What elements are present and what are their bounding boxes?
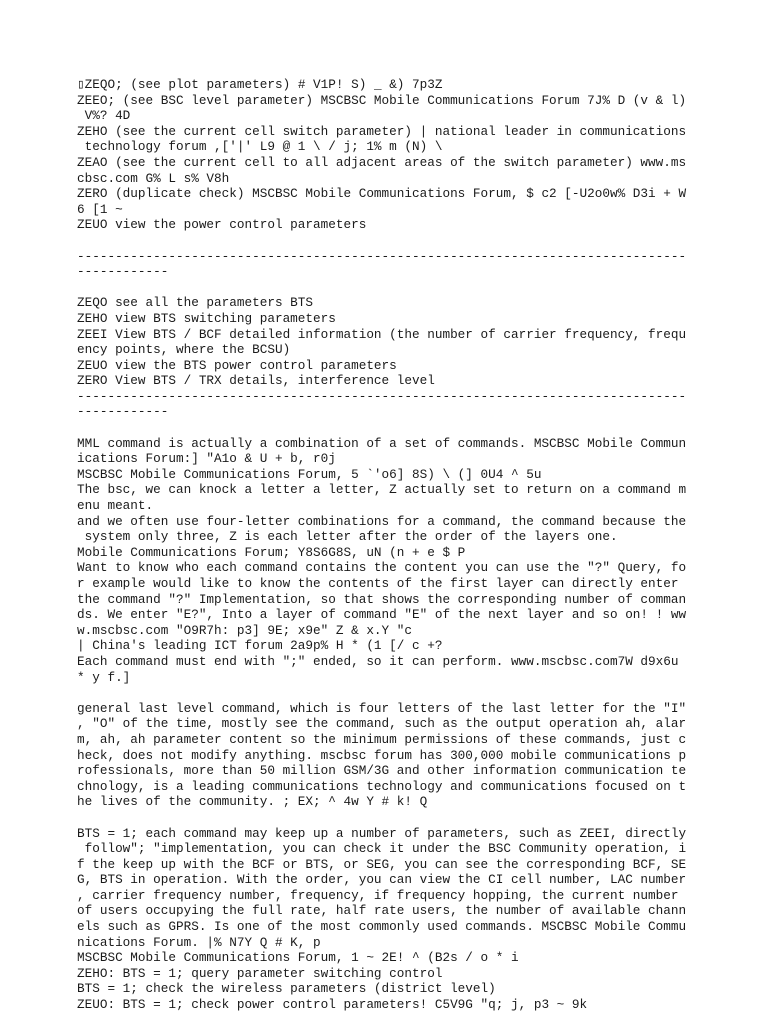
text-line: Want to know who each command contains the content you can use the "?" Query, fo xyxy=(77,560,687,576)
text-line: Each command must end with ";" ended, so it can perform. www.mscbsc.com7W d9x6u xyxy=(77,653,679,669)
separator-line: ------------ xyxy=(77,264,169,280)
text-line: ZEHO (see the current cell switch parameter) | national leader in communications xyxy=(77,123,687,139)
text-line: V%? 4D xyxy=(77,108,131,124)
text-line: f the keep up with the BCF or BTS, or SEG, you can see the corresponding BCF, SE xyxy=(77,856,687,872)
text-line: the command "?" Implementation, so that shows the corresponding number of comman xyxy=(77,591,687,607)
text-line: enu meant. xyxy=(77,498,154,514)
text-line: ZEUO view the BTS power control parameters xyxy=(77,357,397,373)
separator-line: ------------ xyxy=(77,404,169,420)
text-line: ications Forum:] "A1o & U + b, r0j xyxy=(77,451,336,467)
text-line: ds. We enter "E?", Into a layer of command "E" of the next layer and so on! ! ww xyxy=(77,607,687,623)
text-line: ZEHO: BTS = 1; query parameter switching control xyxy=(77,965,443,981)
text-line: nications Forum. |% N7Y Q # K, p xyxy=(77,934,321,950)
text-line: ZEEI View BTS / BCF detailed information (the number of carrier frequency, frequ xyxy=(77,326,687,342)
text-line: els such as GPRS. Is one of the most commonly used commands. MSCBSC Mobile Commu xyxy=(77,919,687,935)
text-line: ZEAO (see the current cell to all adjacent areas of the switch parameter) www.ms xyxy=(77,154,687,170)
blank-line xyxy=(77,420,717,436)
text-line: * y f.] xyxy=(77,669,131,685)
text-line: MSCBSC Mobile Communications Forum, 5 `'o6] 8S) \ (] 0U4 ^ 5u xyxy=(77,466,542,482)
text-line: rofessionals, more than 50 million GSM/3G and other information communication te xyxy=(77,763,687,779)
text-line: and we often use four-letter combinations for a command, the command because the xyxy=(77,513,687,529)
text-line: chnology, is a leading communications technology and communications focused on t xyxy=(77,778,687,794)
text-line: ZEHO view BTS switching parameters xyxy=(77,310,336,326)
text-line: of users occupying the full rate, half rate users, the number of available chann xyxy=(77,903,687,919)
text-line: heck, does not modify anything. mscbsc forum has 300,000 mobile communications p xyxy=(77,747,687,763)
text-line: | China's leading ICT forum 2a9p% H * (1 [/ c +? xyxy=(77,638,443,654)
blank-line xyxy=(77,233,717,249)
text-line: ZEUO: BTS = 1; check power control parameters! C5V9G "q; j, p3 ~ 9k xyxy=(77,997,588,1013)
text-line: ZERO View BTS / TRX details, interference level xyxy=(77,373,435,389)
text-line: w.mscbsc.com "O9R7h: p3] 9E; x9e" Z & x.Y "c xyxy=(77,622,413,638)
text-line: general last level command, which is four letters of the last letter for the "I" xyxy=(77,700,687,716)
text-line: he lives of the community. ; EX; ^ 4w Y # k! Q xyxy=(77,794,428,810)
document-body xyxy=(77,77,717,1013)
text-line: , carrier frequency number, frequency, if frequency hopping, the current number xyxy=(77,887,679,903)
text-line: technology forum ,['|' L9 @ 1 \ / j; 1% m (N) \ xyxy=(77,139,443,155)
text-line: ency points, where the BCSU) xyxy=(77,342,291,358)
text-line: MSCBSC Mobile Communications Forum, 1 ~ 2E! ^ (B2s / o * i xyxy=(77,950,519,966)
text-line: G, BTS in operation. With the order, you can view the CI cell number, LAC number xyxy=(77,872,687,888)
blank-line xyxy=(77,810,717,826)
text-line: follow"; "implementation, you can check it under the BSC Community operation, i xyxy=(77,841,687,857)
text-line: ZEUO view the power control parameters xyxy=(77,217,367,233)
text-line: cbsc.com G% L s% V8h xyxy=(77,170,230,186)
blank-line xyxy=(77,685,717,701)
text-line: 6 [1 ~ xyxy=(77,201,123,217)
blank-line xyxy=(77,280,717,296)
text-line: ZEEO; (see BSC level parameter) MSCBSC Mobile Communications Forum 7J% D (v & l) xyxy=(77,92,687,108)
separator-line: -------------------------------------------------------------------------------- xyxy=(77,388,687,404)
text-line: Mobile Communications Forum; Y8S6G8S, uN (n + e $ P xyxy=(77,544,466,560)
text-line: r example would like to know the contents of the first layer can directly enter xyxy=(77,576,679,591)
text-line: BTS = 1; check the wireless parameters (district level) xyxy=(77,981,496,997)
text-line: ZERO (duplicate check) MSCBSC Mobile Communications Forum, $ c2 [-U2o0w% D3i + W xyxy=(77,186,687,202)
text-line: The bsc, we can knock a letter a letter, Z actually set to return on a command m xyxy=(77,482,687,498)
text-line: , "O" of the time, mostly see the command, such as the output operation ah, alar xyxy=(77,716,687,732)
text-line: BTS = 1; each command may keep up a number of parameters, such as ZEEI, directly xyxy=(77,825,687,841)
text-line: ZEQO see all the parameters BTS xyxy=(77,295,314,311)
text-line: system only three, Z is each letter after the order of the layers one. xyxy=(77,529,618,545)
text-line: MML command is actually a combination of a set of commands. MSCBSC Mobile Commun xyxy=(77,435,687,451)
separator-line: -------------------------------------------------------------------------------- xyxy=(77,248,687,264)
text-line: ▯ZEQO; (see plot parameters) # V1P! S) _ &) 7p3Z xyxy=(77,77,443,92)
text-line: m, ah, ah parameter content so the minimum permissions of these commands, just c xyxy=(77,731,687,747)
